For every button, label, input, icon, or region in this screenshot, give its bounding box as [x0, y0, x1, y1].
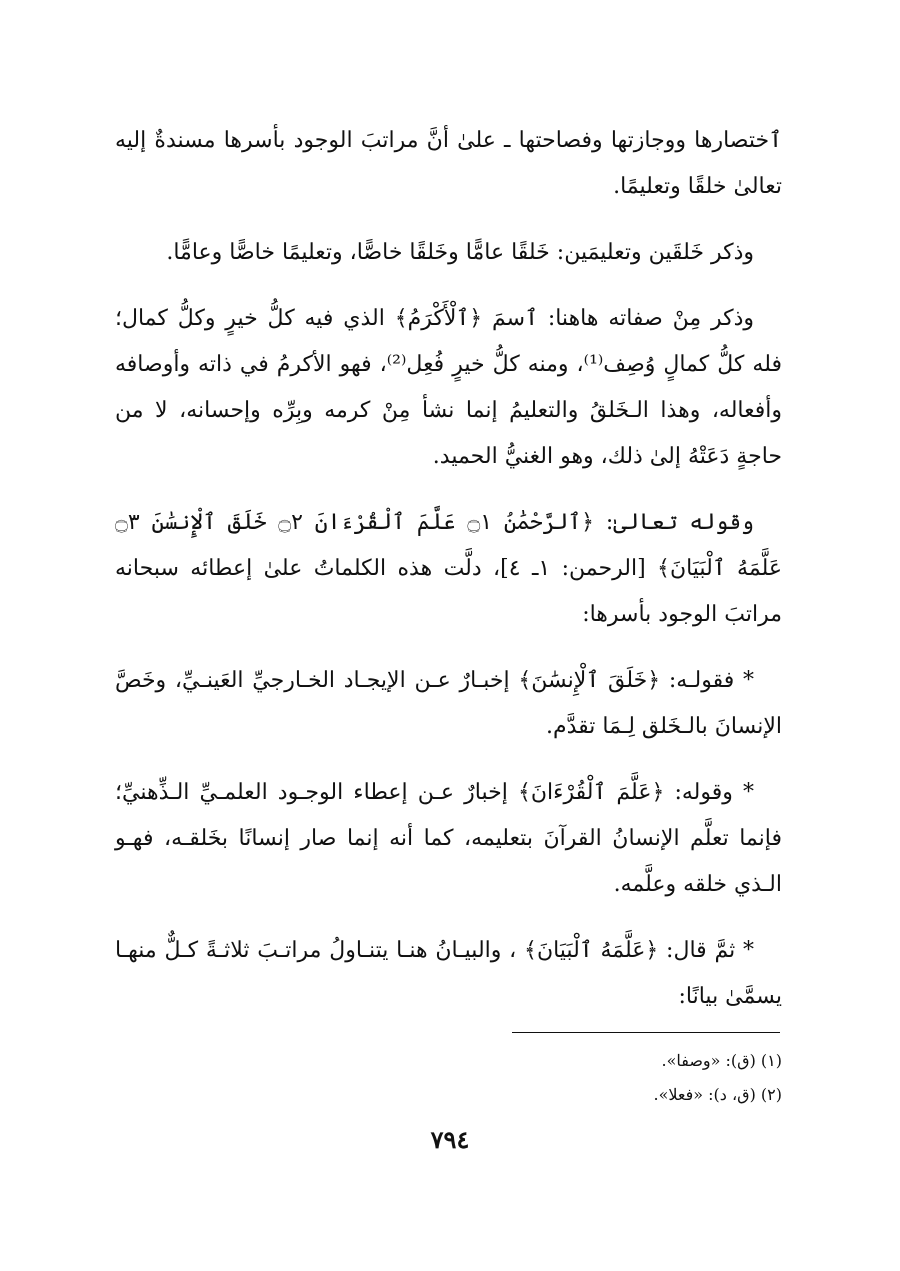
footnote-1: (١) (ق): «وصفا».	[661, 1051, 782, 1070]
footnotes	[115, 1044, 782, 1112]
paragraph-7: * ثمَّ قال: ﴿عَلَّمَهُ ٱلْبَيَانَ﴾ ، والبيـانُ هنـا يتنـاولُ مراتـبَ ثلاثـةً كـلٌّ منهـا يسمَّىٰ بيانًا:	[115, 938, 782, 1009]
paragraph-3: وذكر مِنْ صفاته هاهنا: ٱسمَ ﴿ٱلْأَكْرَمُ﴾ الذي فيه كلُّ خيرٍ وكلُّ كمال؛ فله كلُّ كمالٍ وُصِف⁽¹⁾، ومنه كلُّ خيرٍ فُعِل⁽²⁾، فهو الأكرمُ في ذاته وأوصافه وأفعاله، وهذا الـخَلقُ والتعليمُ إنما نشأ مِنْ كرمه وبِرِّه وإحسانه، لا من حاجةٍ دَعَتْهُ إلىٰ ذلك، وهو الغنيُّ الحميد.	[115, 306, 782, 469]
paragraph-5: * فقولـه: ﴿خَلَقَ ٱلْإِنسَٰنَ﴾ إخبـارٌ عـن الإيجـاد الخـارجيِّ العَينـيِّ، وخَصَّ الإنسانَ بالـخَلق لِـمَا تقدَّم.	[115, 668, 782, 739]
footnote-separator	[512, 1032, 780, 1033]
page-number: ٧٩٤	[430, 1125, 470, 1154]
paragraph-1: ٱختصارها ووجازتها وفصاحتها ـ علىٰ أنَّ مراتبَ الوجود بأسرها مسندةٌ إليه تعالىٰ خلقًا وتعليمًا.	[115, 128, 782, 199]
footnote-2: (٢) (ق، د): «فعلا».	[653, 1085, 782, 1104]
paragraph-4: وقوله تعالىٰ: ﴿ٱلرَّحْمَٰنُ ۝١ عَلَّمَ ٱلْقُرْءَانَ ۝٢ خَلَقَ ٱلْإِنسَٰنَ ۝٣ عَلَّمَهُ ٱلْبَيَانَ﴾ [الرحمن: ١ـ ٤]، دلَّت هذه الكلماتُ علىٰ إعطائه سبحانه مراتبَ الوجود بأسرها:	[115, 510, 782, 627]
paragraph-6: * وقوله: ﴿عَلَّمَ ٱلْقُرْءَانَ﴾ إخبارٌ عـن إعطاء الوجـود العلمـيِّ الـذِّهنيِّ؛ فإنما تعلَّم الإنسانُ القرآنَ بتعليمه، كما أنه إنما صار إنسانًا بخَلقـه، فهـو الـذي خلقه وعلَّمه.	[115, 780, 782, 897]
paragraph-2: وذكر خَلقَين وتعليمَين: خَلقًا عامًّا وخَلقًا خاصًّا، وتعليمًا خاصًّا وعامًّا.	[166, 240, 754, 265]
main-text	[115, 118, 782, 1040]
